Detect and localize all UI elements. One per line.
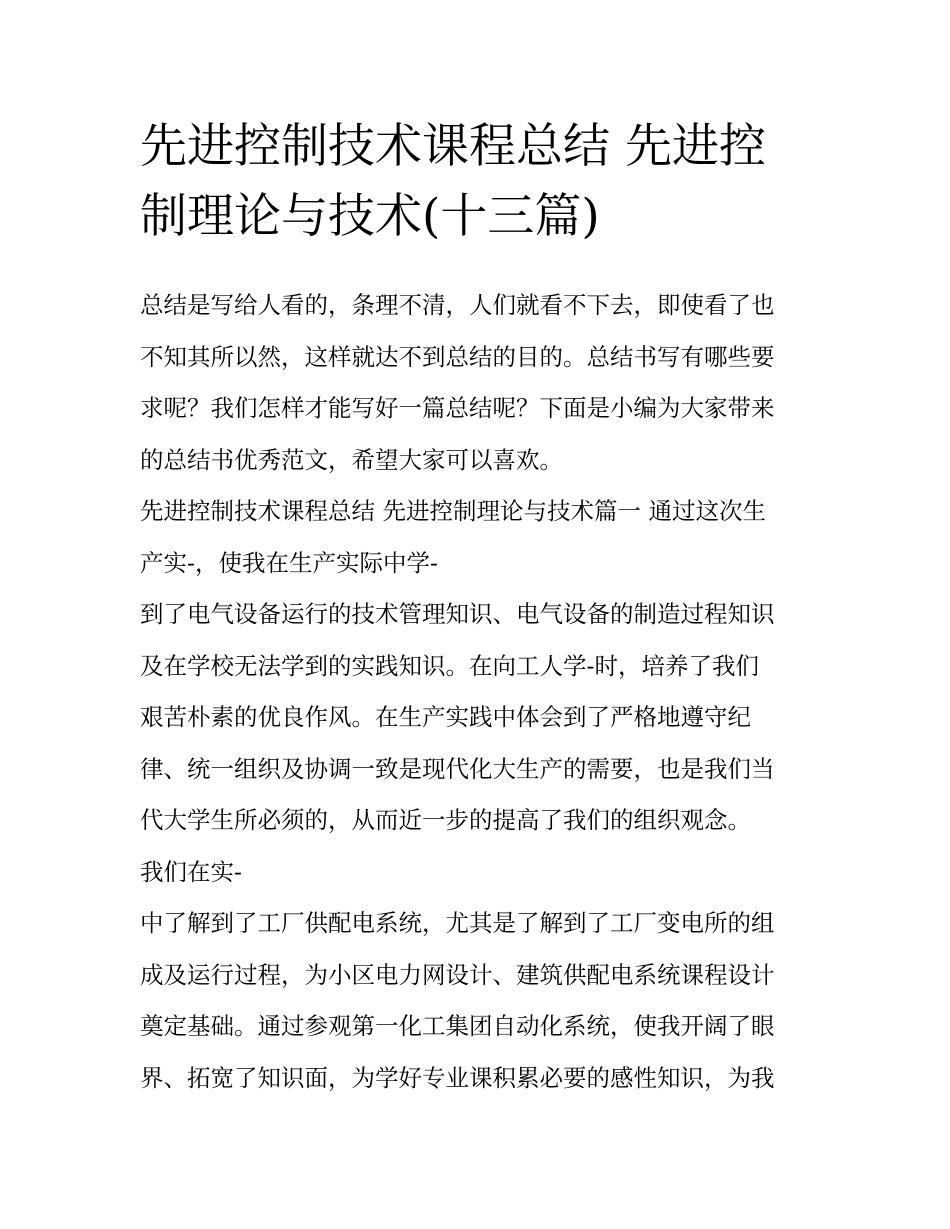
body-line: 律、统一组织及协调一致是现代化大生产的需要，也是我们当 [140, 754, 775, 783]
body-line: 代大学生所必须的，从而近一步的提高了我们的组织观念。 [140, 806, 751, 834]
body-line: 到了电气设备运行的技术管理知识、电气设备的制造过程知识 [140, 600, 775, 628]
body-line: 及在学校无法学到的实践知识。在向工人学-时，培养了我们 [140, 651, 759, 680]
document-title [140, 112, 820, 252]
body-line: 艰苦朴素的优良作风。在生产实践中体会到了严格地遵守纪 [140, 703, 751, 731]
body-line: 总结是写给人看的，条理不清，人们就看不下去，即使看了也 [140, 291, 775, 319]
title-line-1: 先进控制技术课程总结 先进控 [140, 119, 766, 174]
body-line: 产实-，使我在生产实际中学- [140, 548, 438, 577]
document-body [140, 280, 820, 1104]
body-line: 成及运行过程，为小区电力网设计、建筑供配电系统课程设计 [140, 960, 775, 989]
body-line: 界、拓宽了知识面，为学好专业课积累必要的感性知识，为我 [140, 1063, 775, 1092]
body-line: 中了解到了工厂供配电系统，尤其是了解到了工厂变电所的组 [140, 909, 775, 937]
body-line: 我们在实- [140, 857, 242, 886]
body-line: 不知其所以然，这样就达不到总结的目的。总结书写有哪些要 [140, 342, 775, 371]
body-line: 先进控制技术课程总结 先进控制理论与技术篇一 通过这次生 [140, 497, 766, 525]
body-line: 的总结书优秀范文，希望大家可以喜欢。 [140, 445, 563, 474]
title-line-2: 制理论与技术(十三篇) [140, 189, 600, 244]
body-line: 求呢？我们怎样才能写好一篇总结呢？下面是小编为大家带来 [140, 394, 775, 422]
body-line: 奠定基础。通过参观第一化工集团自动化系统，使我开阔了眼 [140, 1012, 775, 1040]
